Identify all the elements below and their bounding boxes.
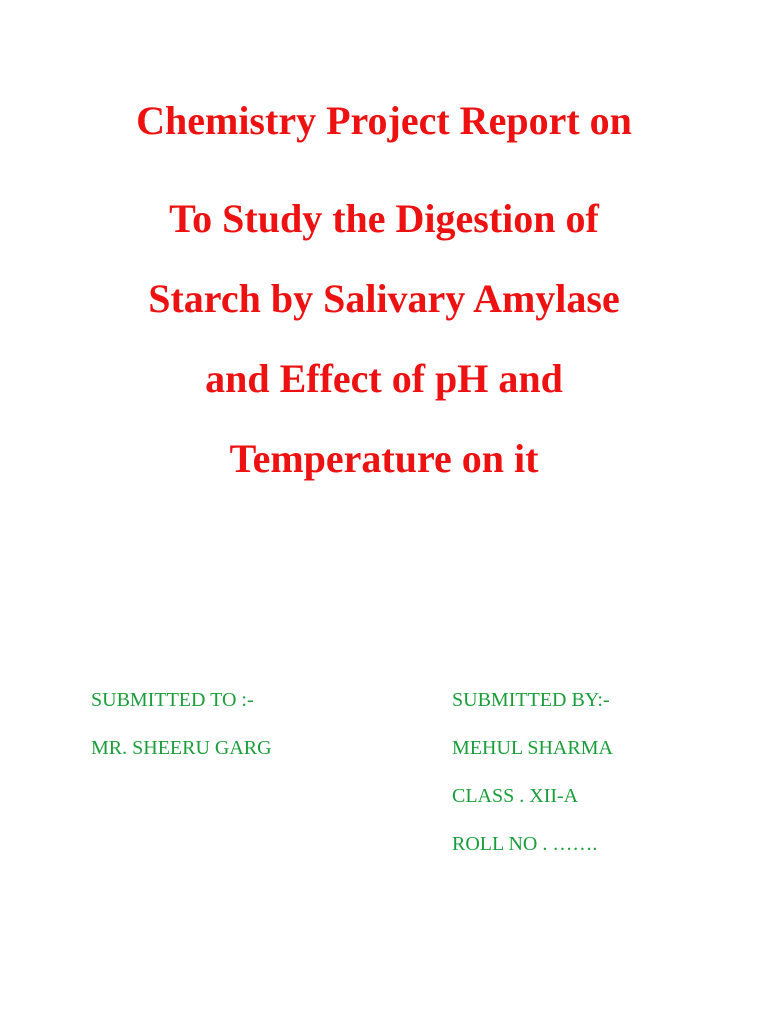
report-title: Chemistry Project Report on: [136, 98, 632, 143]
submitted-to-name: MR. SHEERU GARG: [91, 737, 272, 759]
project-topic-line-3: and Effect of pH and: [205, 356, 563, 401]
submitted-by-heading: SUBMITTED BY:-: [452, 689, 610, 711]
project-topic-line-4: Temperature on it: [229, 436, 539, 481]
project-topic-line-1: To Study the Digestion of: [169, 196, 599, 241]
submitted-by-name: MEHUL SHARMA: [452, 737, 613, 759]
project-topic-line-2: Starch by Salivary Amylase: [148, 276, 620, 321]
submitted-to-heading: SUBMITTED TO :-: [91, 689, 254, 711]
student-roll-number: ROLL NO . …….: [452, 833, 598, 855]
student-class: CLASS . XII-A: [452, 785, 579, 807]
